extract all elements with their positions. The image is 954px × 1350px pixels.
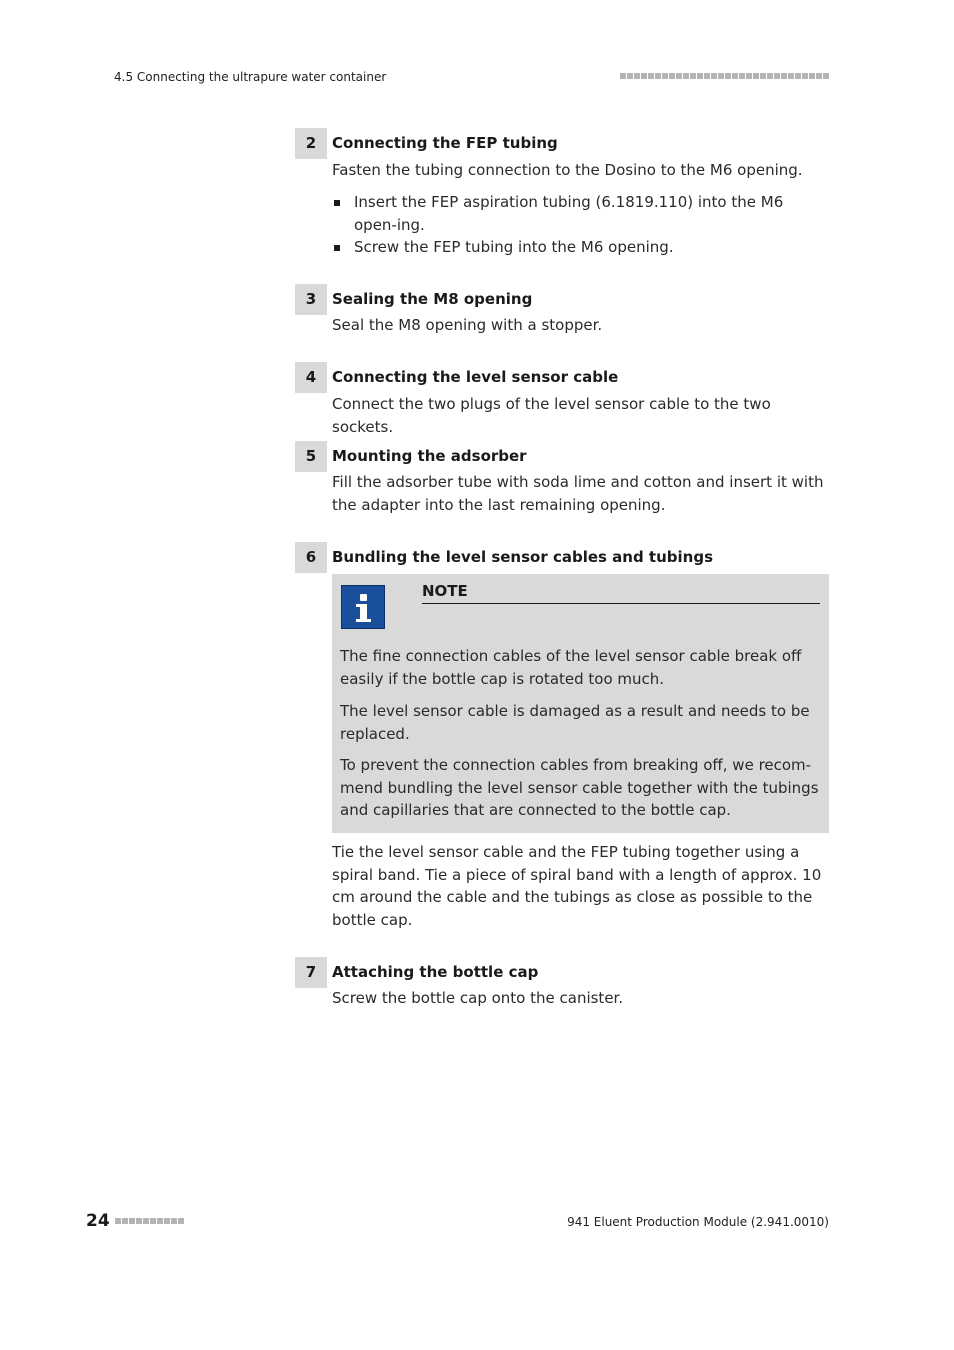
step-title: Connecting the FEP tubing (332, 134, 558, 152)
step-title: Attaching the bottle cap (332, 963, 539, 981)
footer-decor-squares (115, 1218, 184, 1224)
document-title: 941 Eluent Production Module (2.941.0010) (567, 1215, 829, 1229)
header-decor-squares (620, 73, 829, 79)
step-number: 6 (295, 542, 327, 573)
step-number: 7 (295, 957, 327, 988)
step-title: Mounting the adsorber (332, 447, 527, 465)
step-number: 3 (295, 284, 327, 315)
note-title: NOTE (422, 582, 820, 604)
note-paragraph: To prevent the connection cables from breaking off, we recom-mend bundling the level sensor cable together with the tubings and capillaries that are connected to the bottle cap. (340, 756, 819, 820)
step-title: Bundling the level sensor cables and tubings (332, 548, 714, 566)
note-paragraph: The fine connection cables of the level sensor cable break off easily if the bottle cap is rotated too much. (340, 647, 802, 688)
step-text: Screw the bottle cap onto the canister. (332, 989, 624, 1007)
step-number: 4 (295, 362, 327, 393)
step-number: 5 (295, 441, 327, 472)
step-text: Seal the M8 opening with a stopper. (332, 316, 603, 334)
running-header: 4.5 Connecting the ultrapure water container (114, 70, 387, 84)
step-text: Tie the level sensor cable and the FEP tubing together using a spiral band. Tie a piece of spiral band with a length of approx. 10 cm around the cable and the tubings as close as possible to the bottle cap. (332, 843, 822, 929)
step-number: 2 (295, 128, 327, 159)
bullet-item: Screw the FEP tubing into the M6 opening. (332, 236, 829, 259)
note-box (332, 574, 829, 833)
step-text: Fasten the tubing connection to the Dosino to the M6 opening. (332, 161, 803, 179)
bullet-list (332, 191, 829, 259)
step-text: Connect the two plugs of the level sensor cable to the two sockets. (332, 395, 771, 436)
note-paragraph: The level sensor cable is damaged as a result and needs to be replaced. (340, 702, 810, 743)
step-title: Connecting the level sensor cable (332, 368, 619, 386)
info-icon (341, 585, 385, 629)
bullet-item: Insert the FEP aspiration tubing (6.1819.110) into the M6 open-ing. (332, 191, 829, 236)
step-title: Sealing the M8 opening (332, 290, 533, 308)
step-text: Fill the adsorber tube with soda lime and cotton and insert it with the adapter into the last remaining opening. (332, 473, 824, 514)
page-number: 24 (86, 1211, 110, 1231)
